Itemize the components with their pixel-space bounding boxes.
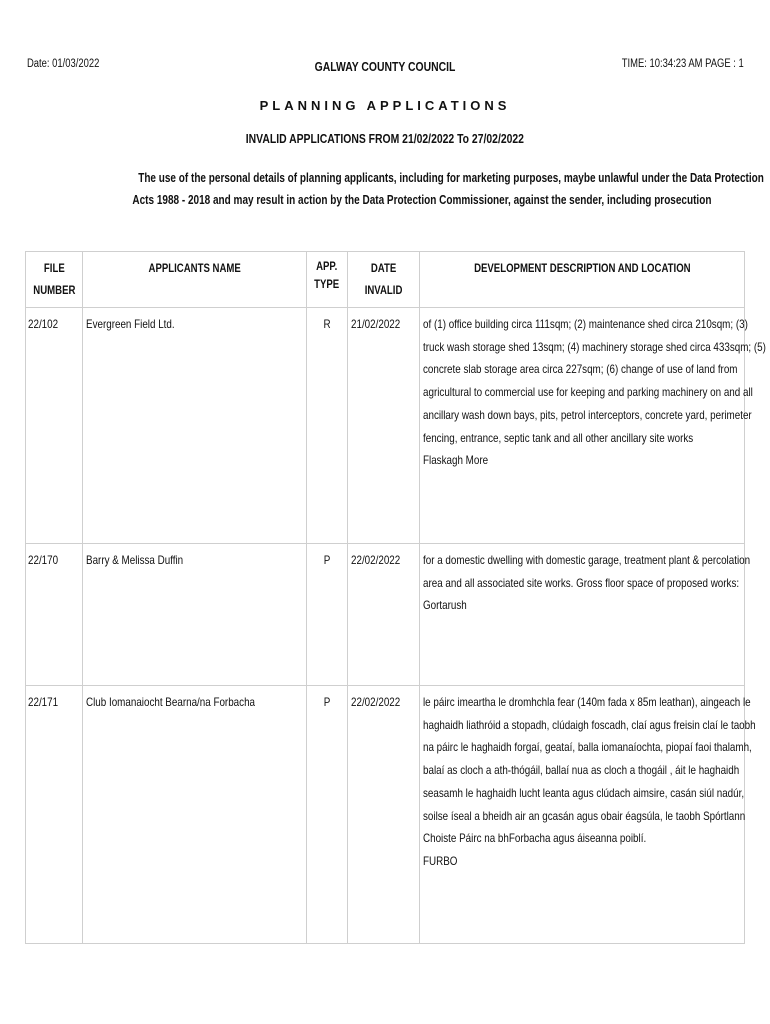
col-header-app-type-l1: APP. [316, 259, 338, 273]
description-line: of (1) office building circa 111sqm; (2) maintenance shed circa 210sqm; (3) [423, 317, 748, 331]
description-cell [420, 308, 766, 544]
description-location: FURBO [423, 853, 458, 868]
app-type-cell [307, 308, 348, 544]
description-line: balaí as cloch a ath-thógáil, ballaí nua as cloch a thogáil , áit le haghaidh [423, 763, 740, 778]
date-invalid: 22/02/2022 [351, 553, 401, 567]
notice-line-1: The use of the personal details of planning applicants, including for marketing purposes, maybe unlawful under the Data Protection [138, 171, 764, 185]
file-number-cell [26, 686, 83, 944]
description-line: Choiste Páirc na bhForbacha agus áiseanna poiblí. [423, 831, 647, 846]
applicant-cell [83, 308, 307, 544]
col-header-applicant [83, 252, 307, 308]
col-header-app-type [307, 252, 348, 308]
council-name-text: GALWAY COUNTY COUNCIL [314, 59, 456, 74]
description-line: concrete slab storage area circa 227sqm; (6) change of use of land from [423, 362, 738, 377]
description-line: fencing, entrance, septic tank and all other ancillary site works [423, 430, 694, 445]
file-number: 22/102 [28, 317, 59, 331]
table-row [26, 544, 745, 686]
description-line: truck wash storage shed 13sqm; (4) machinery storage shed circa 433sqm; (5) [423, 339, 766, 354]
date-invalid-cell [348, 308, 420, 544]
col-header-date-invalid-l1: DATE [370, 261, 397, 275]
description-line: haghaidh liathróid a stopadh, clúdaigh foscadh, claí agus freisin claí le taobh [423, 717, 756, 732]
description-line: soilse íseal a bheidh air an gcasán agus obair éagsúla, le taobh Spórtlann [423, 808, 746, 823]
report-date: Date: 01/03/2022 [27, 58, 100, 70]
report-subtitle-text: INVALID APPLICATIONS FROM 21/02/2022 To 27/02/2022 [245, 131, 525, 146]
table-row [26, 686, 745, 944]
file-number-cell [26, 544, 83, 686]
col-header-description [420, 252, 745, 308]
col-header-file-number [26, 252, 83, 308]
report-title: PLANNING APPLICATIONS [259, 98, 511, 113]
app-type: P [323, 553, 331, 567]
applicant-name: Evergreen Field Ltd. [86, 317, 175, 331]
description-line: seasamh le haghaidh lucht leanta agus clúdach aimsire, casán siúl nadúr, [423, 785, 745, 800]
description-line: le páirc imeartha le dromhchla fear (140m fada x 85m leathan), aingeach le [423, 695, 751, 709]
app-type-cell [307, 686, 348, 944]
col-header-description-text: DEVELOPMENT DESCRIPTION AND LOCATION [473, 261, 691, 275]
col-header-file-number-l2: NUMBER [32, 283, 76, 297]
table-header-row [26, 252, 745, 308]
description-location: Flaskagh More [423, 453, 489, 468]
description-location: Gortarush [423, 598, 467, 613]
date-invalid: 21/02/2022 [351, 317, 401, 331]
description-line: ancillary wash down bays, pits, petrol interceptors, concrete yard, perimeter [423, 407, 752, 422]
description-line: na páirc le haghaidh forgaí, geataí, balla iomanaíochta, piopaí faoi thalamh, [423, 740, 752, 755]
col-header-file-number-l1: FILE [43, 261, 65, 275]
date-invalid-cell [348, 544, 420, 686]
table-row [26, 308, 745, 544]
file-number: 22/170 [28, 553, 59, 567]
app-type: P [323, 695, 331, 709]
applicant-name: Club Iomanaiocht Bearna/na Forbacha [86, 695, 256, 709]
app-type-cell [307, 544, 348, 686]
file-number: 22/171 [28, 695, 59, 709]
file-number-cell [26, 308, 83, 544]
report-time-page: TIME: 10:34:23 AM PAGE : 1 [622, 58, 744, 70]
description-line: for a domestic dwelling with domestic garage, treatment plant & percolation [423, 553, 751, 567]
description-cell [420, 686, 756, 944]
applicant-cell [83, 686, 307, 944]
data-protection-notice [60, 167, 764, 211]
description-cell [420, 544, 751, 686]
applicant-name: Barry & Melissa Duffin [86, 553, 184, 567]
applications-table [25, 251, 766, 944]
col-header-applicant-text: APPLICANTS NAME [148, 261, 241, 275]
app-type: R [323, 317, 331, 331]
date-invalid: 22/02/2022 [351, 695, 401, 709]
col-header-app-type-l2: TYPE [314, 277, 340, 291]
notice-line-2: Acts 1988 - 2018 and may result in action by the Data Protection Commissioner, against the sender, including prosecution [132, 193, 712, 207]
col-header-date-invalid-l2: INVALID [364, 283, 403, 297]
applicant-cell [83, 544, 307, 686]
description-line: area and all associated site works. Gross floor space of proposed works: [423, 575, 740, 590]
report-subtitle [0, 131, 770, 146]
description-line: agricultural to commercial use for keeping and parking machinery on and all [423, 385, 753, 400]
date-invalid-cell [348, 686, 420, 944]
col-header-date-invalid [348, 252, 420, 308]
